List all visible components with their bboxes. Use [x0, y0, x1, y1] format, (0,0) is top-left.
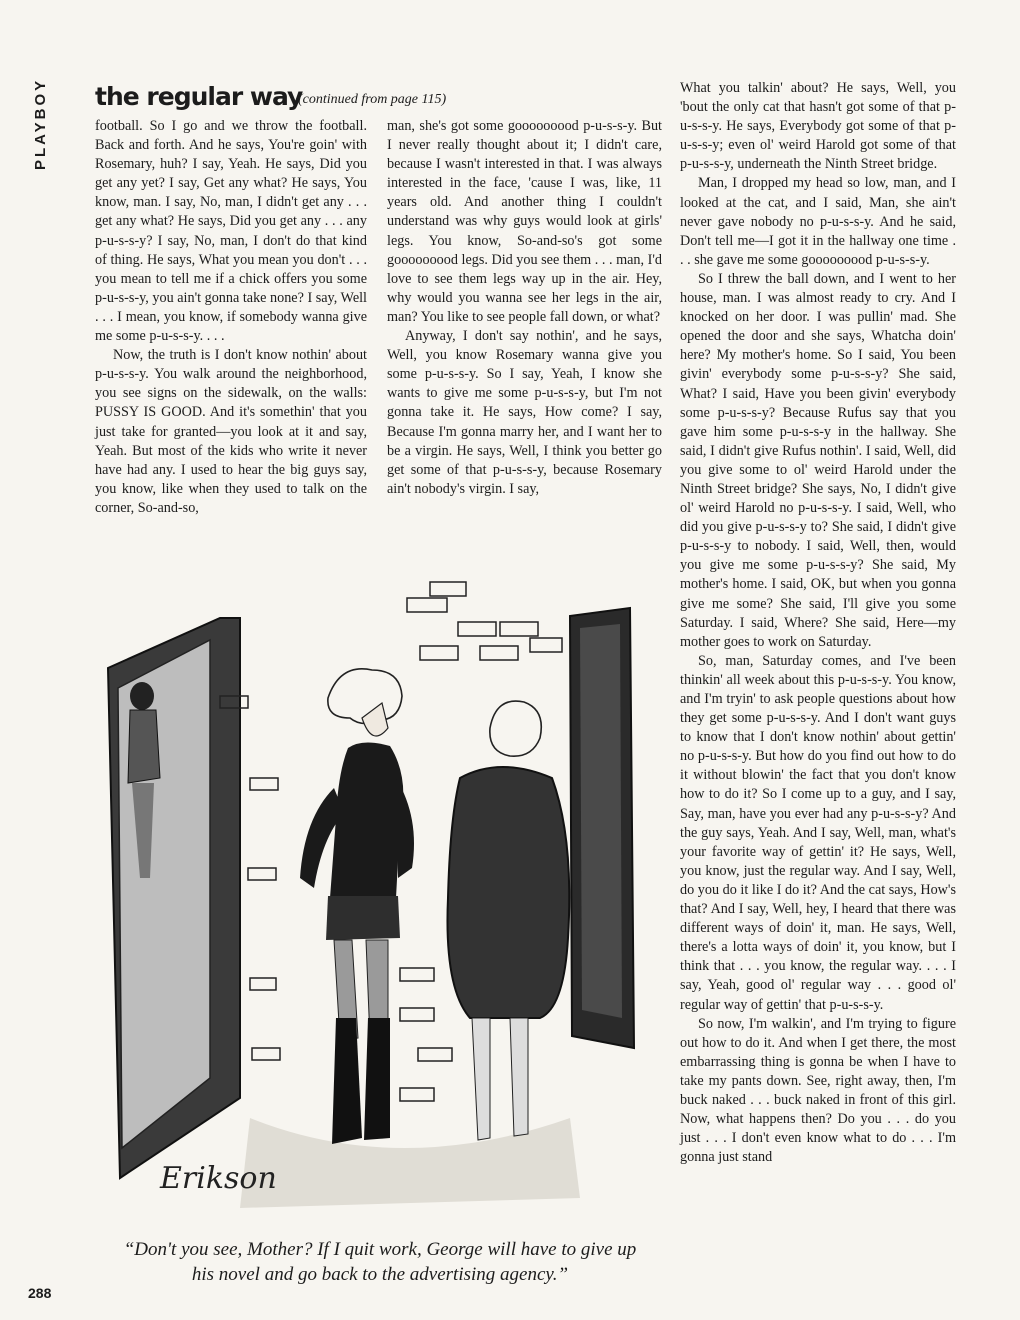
text-column-3 — [680, 79, 956, 1167]
paragraph: Now, the truth is I don't know nothin' about p-u-s-s-y. You walk around the neighborhood, you see signs on the sidewalk, on the walls: PUSSY IS GOOD. And it's somethin' that you just take for granted—you look at it and say, Yeah. But most of the kids who write it never have had any. I used to hear the big guys say, you know, like when they used to talk on the corner, So-and-so, — [95, 347, 367, 516]
text-column-2 — [387, 117, 662, 499]
paragraph: Anyway, I don't say nothin', and he says, Well, you know Rosemary wanna give you some p-u-s-s-y. So I say, Yeah, I know she wants to give me some p-u-s-s-y, but I'm not gonna take it. He says, How come? I say, Because I'm gonna marry her, and I want her to be a virgin. He says, Well, I think you better go get some of that p-u-s-s-y, because Rosemary ain't nobody's virgin. I say, — [387, 328, 662, 497]
paragraph: football. So I go and we throw the football. Back and forth. And he says, You're goin' with Rosemary, huh? I say, Yeah. He says, Did you get any yet? I say, Get any what? He says, You know, man. I say, No, man, I didn't get any . . . get any what? He says, Did you get any . . . any p-u-s-s-y? I say, No, man, I don't do that kind of thing. He says, What you mean you don't . . . you mean to tell me if a chick offers you some p-u-s-s-y, you ain't gonna take none? I say, Well . . . I mean, you know, if somebody wanna give me some p-u-s-s-y. . . . — [95, 118, 367, 345]
artist-signature: Erikson — [160, 1161, 277, 1196]
paragraph: So I threw the ball down, and I went to her house, man. I was almost ready to cry. And I knocked on her door. I was pullin' mad. She opened the door and she says, Whatcha doin' here? My mother's home. So I said, You been givin' everybody some p-u-s-s-y? She said, What? I said, Have you been givin' everybody some p-u-s-s-y? Because Rufus say that you gave him some p-u-s-s-y in the hallway. She said, I didn't give Rufus nothin'. I said, Well, did you give some to ol' weird Harold under the Ninth Street bridge? She says, No, I didn't give ol' weird Harold no p-u-s-s-y. I said, Well, who did you give p-u-s-s-y to? She said, I didn't give p-u-s-s-y to nobody. I said, Well, then, would you give me some p-u-s-s-y? She said, My mother's home. I said, OK, but when you gonna give me some? She said, I'll give you some Saturday. I said, Where? She said, Here—my mother goes to work on Saturday. — [680, 270, 956, 650]
article-title: the regular way — [95, 82, 303, 111]
paragraph: Man, I dropped my head so low, man, and I looked at the cat, and I said, Man, she ain't never gave nobody no p-u-s-s-y. And he said, Don't tell me—I got it in the hallway one time . . . she gave me some gooooooood p-u-s-s-y. — [680, 175, 956, 268]
continued-note: (continued from page 115) — [298, 92, 447, 107]
paragraph: man, she's got some gooooooood p-u-s-s-y. But I never really thought about it; I didn't care, because I wasn't interested in that. I was always interested in the face, 'cause I was, like, 11 years old. And another thing I couldn't understand was why guys would look at girls' legs. You know, So-and-so's got some gooooooood legs. Did you see them . . . man, I'd love to see them legs way up in the air. Hey, why would you wanna see her legs in the air, man? You like to see people fall down, or what? — [387, 118, 662, 325]
text-column-1 — [95, 117, 367, 518]
paragraph: So now, I'm walkin', and I'm trying to figure out how to do it. And when I get there, the most embarrassing thing is gonna be when I have to take my pants down. See, right away, then, I'm buck naked . . . buck naked in front of this girl. Now, what happens then? Do you . . . do you just . . . I don't even know what to do . . . I'm gonna just stand — [680, 1015, 956, 1166]
masthead-vertical: PLAYBOY — [32, 78, 49, 171]
page-number: 288 — [28, 1285, 52, 1301]
cartoon-caption: “Don't you see, Mother? If I quit work, George will have to give up his novel and go back to the advertising agency.” — [123, 1239, 637, 1285]
cartoon-illustration — [100, 578, 652, 1218]
paragraph: So, man, Saturday comes, and I've been thinkin' all week about this p-u-s-s-y. You know, and I'm tryin' to ask people questions about how they get some p-u-s-s-y. And I don't want guys to know that I don't know nothin' about gettin' no p-u-s-s-y. But how do you find out how to do it without blowin' the fact that you don't know how to do it? So I come up to a guy, and I say, Say, man, have you ever had any p-u-s-s-y? And the guy says, Yeah. And I say, Well, man, what's your favorite way of gettin' it? He says, Well, you know, just the regular way. And I say, Well, do you do it like I do it? And the cat says, How's that? And I say, Well, hey, I heard that there was different ways of doin' it, man. He says, Well, there's a lotta ways of doin' it, you know, but I think that . . . you know, the regular way. . . . I say, Yeah, good ol' regular way . . . good ol' regular way of gettin' that p-u-s-s-y. — [680, 652, 956, 1013]
paragraph: What you talkin' about? He says, Well, you 'bout the only cat that hasn't got some of that p-u-s-s-y. He says, Everybody got some of that p-u-s-s-y; even ol' weird Harold got some of that p-u-s-s-y, underneath the Ninth Street bridge. — [680, 80, 956, 173]
